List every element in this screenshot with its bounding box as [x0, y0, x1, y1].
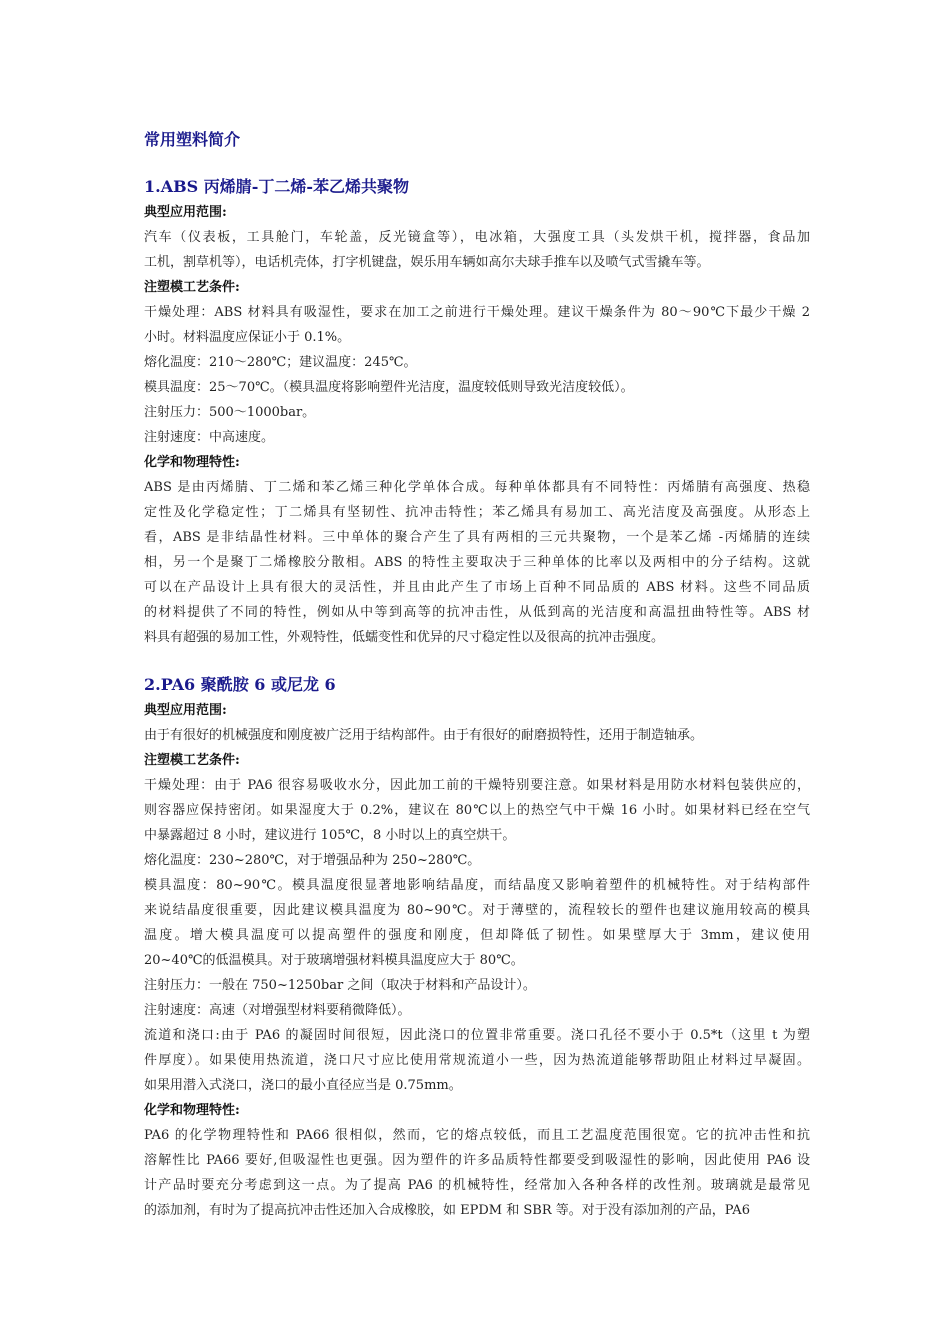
subsection-heading: 典型应用范围: [144, 205, 227, 220]
text-line: 注射速度：高速（对增强型材料要稍微降低）。 [144, 1003, 411, 1018]
text-line: 定性及化学稳定性；丁二烯具有坚韧性、抗冲击特性；苯乙烯具有易加工、高光洁度及高强度。从形态上 [144, 505, 810, 520]
paragraph [144, 848, 810, 873]
text-line: 小时。材料温度应保证小于 0.1%。 [144, 330, 351, 345]
text-line: PA6 的化学物理特性和 PA66 很相似，然而，它的熔点较低，而且工艺温度范围很宽。它的抗冲击性和抗 [144, 1128, 810, 1143]
paragraph [144, 1123, 810, 1223]
text-line: 干燥处理：ABS 材料具有吸湿性，要求在加工之前进行干燥处理。建议干燥条件为 80～90℃下最少干燥 2 [144, 305, 810, 320]
text-line: 熔化温度：230~280℃，对于增强品种为 250~280℃。 [144, 853, 481, 868]
paragraph [144, 1023, 810, 1098]
paragraph [144, 400, 810, 425]
text-line: 汽车（仪表板，工具舱门，车轮盖，反光镜盒等），电冰箱，大强度工具（头发烘干机，搅拌器，食品加 [144, 230, 810, 245]
document-title: 常用塑料简介 [144, 130, 241, 149]
text-line: 如果用潜入式浇口，浇口的最小直径应当是 0.75mm。 [144, 1078, 462, 1093]
text-line: 则容器应保持密闭。如果湿度大于 0.2%，建议在 80℃以上的热空气中干燥 16 小时。如果材料已经在空气 [144, 803, 810, 818]
text-line: 由于有很好的机械强度和刚度被广泛用于结构部件。由于有很好的耐磨损特性，还用于制造轴承。 [144, 728, 704, 743]
text-line: ABS 是由丙烯腈、丁二烯和苯乙烯三种化学单体合成。每种单体都具有不同特性：丙烯腈有高强度、热稳 [144, 480, 810, 495]
text-line: 料具有超强的易加工性，外观特性，低蠕变性和优异的尺寸稳定性以及很高的抗冲击强度。 [144, 630, 665, 645]
paragraph [144, 973, 810, 998]
text-line: 的材料提供了不同的特性，例如从中等到高等的抗冲击性，从低到高的光洁度和高温扭曲特性等。ABS 材 [144, 605, 810, 620]
section-heading: 2.PA6 聚酰胺 6 或尼龙 6 [144, 675, 336, 694]
text-line: 温度。增大模具温度可以提高塑件的强度和刚度，但却降低了韧性。如果壁厚大于 3mm，建议使用 [144, 928, 810, 943]
paragraph [144, 723, 810, 748]
text-line: 溶解性比 PA66 要好,但吸湿性也更强。因为塑件的许多品质特性都要受到吸湿性的影响，因此使用 PA6 设 [144, 1153, 810, 1168]
subsection-heading: 化学和物理特性: [144, 1103, 240, 1118]
text-line: 看，ABS 是非结晶性材料。三中单体的聚合产生了具有两相的三元共聚物，一个是苯乙烯 -丙烯腈的连续 [144, 530, 810, 545]
text-line: 20~40℃的低温模具。对于玻璃增强材料模具温度应大于 80℃。 [144, 953, 524, 968]
text-line: 模具温度：80~90℃。模具温度很显著地影响结晶度，而结晶度又影响着塑件的机械特性。对于结构部件 [144, 878, 810, 893]
text-line: 熔化温度：210～280℃；建议温度：245℃。 [144, 355, 417, 370]
paragraph [144, 225, 810, 275]
paragraph [144, 300, 810, 350]
text-line: 计产品时要充分考虑到这一点。为了提高 PA6 的机械特性，经常加入各种各样的改性剂。玻璃就是最常见 [144, 1178, 810, 1193]
subsection-heading: 注塑模工艺条件: [144, 753, 240, 768]
paragraph [144, 475, 810, 650]
text-line: 注射压力：一般在 750~1250bar 之间（取决于材料和产品设计）。 [144, 978, 536, 993]
text-line: 干燥处理：由于 PA6 很容易吸收水分，因此加工前的干燥特别要注意。如果材料是用防水材料包装供应的， [144, 778, 810, 793]
section-heading: 1.ABS 丙烯腈-丁二烯-苯乙烯共聚物 [144, 177, 410, 196]
text-line: 可以在产品设计上具有很大的灵活性，并且由此产生了市场上百种不同品质的 ABS 材料。这些不同品质 [144, 580, 810, 595]
text-line: 模具温度：25～70℃。（模具温度将影响塑件光洁度，温度较低则导致光洁度较低）。 [144, 380, 634, 395]
subsection-heading: 化学和物理特性: [144, 455, 240, 470]
text-line: 件厚度）。如果使用热流道，浇口尺寸应比使用常规流道小一些，因为热流道能够帮助阻止材料过早凝固。 [144, 1053, 810, 1068]
subsection-heading: 典型应用范围: [144, 703, 227, 718]
text-line: 流道和浇口:由于 PA6 的凝固时间很短，因此浇口的位置非常重要。浇口孔径不要小于 0.5*t（这里 t 为塑 [144, 1028, 810, 1043]
paragraph [144, 350, 810, 375]
paragraph [144, 998, 810, 1023]
paragraph [144, 873, 810, 973]
subsection-heading: 注塑模工艺条件: [144, 280, 240, 295]
section-pa6 [144, 672, 810, 1223]
text-line: 工机，割草机等），电话机壳体，打字机键盘，娱乐用车辆如高尔夫球手推车以及喷气式雪撬车等。 [144, 255, 710, 270]
paragraph [144, 425, 810, 450]
text-line: 的添加剂，有时为了提高抗冲击性还加入合成橡胶，如 EPDM 和 SBR 等。对于没有添加剂的产品，PA6 [144, 1203, 750, 1218]
text-line: 中暴露超过 8 小时，建议进行 105℃，8 小时以上的真空烘干。 [144, 828, 516, 843]
text-line: 来说结晶度很重要，因此建议模具温度为 80~90℃。对于薄壁的，流程较长的塑件也建议施用较高的模具 [144, 903, 810, 918]
text-line: 相，另一个是聚丁二烯橡胶分散相。ABS 的特性主要取决于三种单体的比率以及两相中的分子结构。这就 [144, 555, 810, 570]
section-abs [144, 174, 810, 650]
text-line: 注射速度：中高速度。 [144, 430, 275, 445]
paragraph [144, 773, 810, 848]
paragraph [144, 375, 810, 400]
text-line: 注射压力：500～1000bar。 [144, 405, 316, 420]
